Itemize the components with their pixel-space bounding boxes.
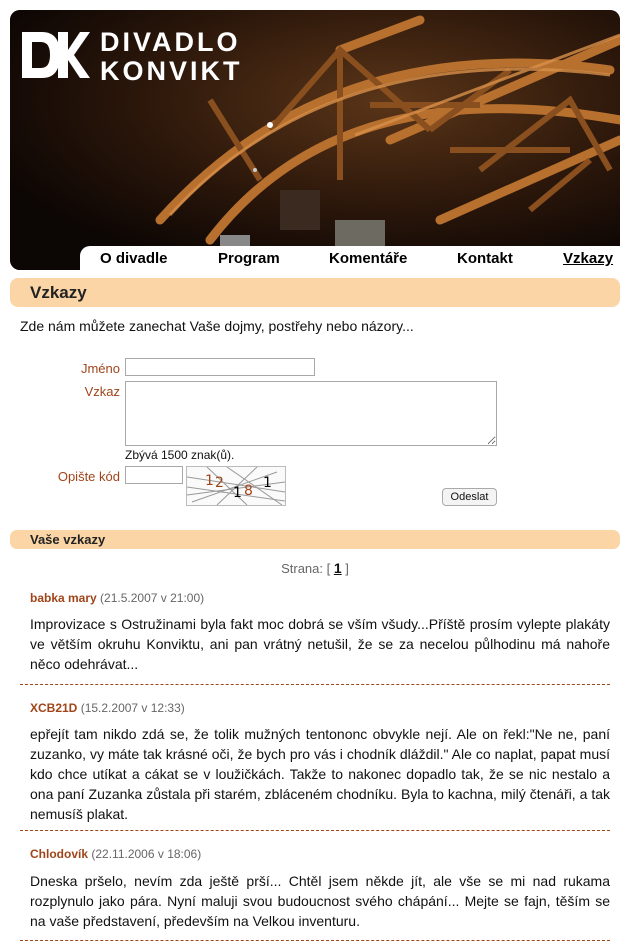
captcha-char-3: 1 (233, 485, 242, 501)
pager (0, 560, 630, 576)
submit-button[interactable]: Odeslat (442, 488, 497, 506)
nav-item-o-divadle[interactable]: O divadle (100, 250, 168, 267)
name-input[interactable] (125, 358, 315, 376)
post-author: babka mary (30, 591, 97, 605)
logo[interactable] (20, 20, 243, 90)
post-text: Improvizace s Ostružinami byla fakt moc dobrá se vším všudy...Příště prosím vylepte plakáty ve větším okruhu Konviktu, ani pan vrátný netušil, že se za necelou půlhodinu má nahoře něco odehrávat... (30, 616, 610, 672)
nav-item-vzkazy[interactable]: Vzkazy (563, 250, 614, 267)
code-input[interactable] (125, 466, 183, 484)
main-nav (80, 246, 620, 270)
pager-close: ] (345, 561, 349, 576)
post-text: Dneska pršelo, nevím zda ještě prší... Chtěl jsem někde jít, ale vše se mi nad rukama rozplynulo jako pára. Nyní maluji svou budoucnost svého chápání... Mejte se fajn, těším se na vaše představení, především na Velkou inventuru. (30, 873, 610, 929)
post-date: (15.2.2007 v 12:33) (80, 701, 185, 715)
char-counter: Zbývá 1500 znak(ů). (125, 448, 235, 462)
message-textarea[interactable] (125, 381, 497, 446)
post-separator (20, 940, 610, 941)
messages-title-bar (10, 530, 620, 549)
page-title-bar (10, 278, 620, 307)
captcha-char-1: 1 (205, 473, 214, 489)
captcha-char-4: 8 (244, 483, 253, 499)
post-meta (30, 591, 204, 605)
captcha-char-2: 2 (215, 475, 224, 491)
pager-label: Strana: [ (281, 561, 331, 576)
dk-logo-mark (20, 30, 90, 80)
post-meta (30, 701, 185, 715)
name-label: Jméno (80, 361, 120, 376)
nav-item-kontakt[interactable]: Kontakt (457, 250, 513, 267)
code-label: Opište kód (57, 469, 120, 484)
intro-text: Zde nám můžete zanechat Vaše dojmy, postřehy nebo názory... (20, 318, 414, 334)
pager-current-page[interactable]: 1 (333, 560, 342, 576)
nav-item-komentare[interactable]: Komentáře (329, 250, 408, 267)
message-label: Vzkaz (84, 384, 120, 399)
logo-line-2: KONVIKT (100, 56, 243, 86)
header-banner (10, 10, 620, 270)
page-title: Vzkazy (30, 283, 87, 302)
post-separator (20, 684, 610, 685)
logo-line-1: DIVADLO (100, 27, 241, 57)
post-meta (30, 847, 201, 861)
post-date: (22.11.2006 v 18:06) (91, 847, 202, 861)
nav-item-program[interactable]: Program (218, 250, 280, 267)
captcha-image (186, 466, 286, 506)
post-author: XCB21D (30, 701, 78, 715)
logo-text (100, 28, 243, 86)
post-author: Chlodovík (30, 847, 89, 861)
messages-title: Vaše vzkazy (30, 532, 106, 547)
post-text: epřejít tam nikdo zdá se, že tolik mužných tentononc obvykle nejí. Ale on řekl:"Ne ne, paní zuzanko, vy máte tak krásné oči, že bych pro vás i chodník dláždil." Ale co naplat, papat musí kdo chce utíkat a cákat se v loužičkách. Takže to nakonec dopadlo tak, že se nic nestalo a ona paní Zuzanka zůstala při starém, zbláceném chodníku. Byla to kachna, milý čtenáři, a tak nemusíš plakat. (30, 726, 610, 822)
post-date: (21.5.2007 v 21:00) (100, 591, 205, 605)
captcha-char-5: 1 (263, 475, 272, 491)
post-separator (20, 830, 610, 831)
